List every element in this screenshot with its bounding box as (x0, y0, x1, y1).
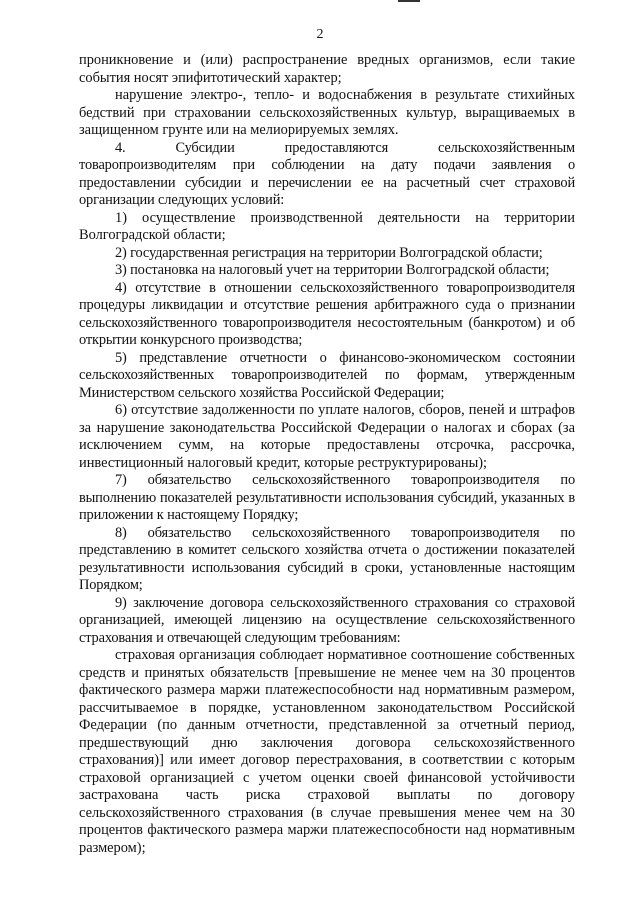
paragraph-utilities: нарушение электро-, тепло- и водоснабжения в результате стихийных бедствий при страховании сельскохозяйственных культур, выращиваемых в защищенном грунте или на мелиорируемых землях. (79, 87, 575, 138)
list-item-4: 4) отсутствие в отношении сельскохозяйственного товаропроизводителя процедуры ликвидации и отсутствие решения арбитражного суда о признании сельскохозяйственного товаропроизводителя несостоятельным (банкротом) и об открытии конкурсного производства; (79, 279, 575, 348)
paragraph-subsidy-conditions: 4. Субсидии предоставляются сельскохозяйственным товаропроизводителям при соблюдении на дату подачи заявления о предоставлении субсидии и перечислении ее на расчетный счет страховой организации следующих условий: (79, 139, 575, 208)
list-item-2: 2) государственная регистрация на территории Волгоградской области; (115, 244, 543, 261)
scan-corner-mark (398, 0, 420, 2)
page-number: 2 (316, 27, 324, 42)
document-body (79, 52, 575, 857)
paragraph-pests: проникновение и (или) распространение вредных организмов, если такие события носят эпифитотический характер; (79, 52, 575, 86)
list-item-6: 6) отсутствие задолженности по уплате налогов, сборов, пеней и штрафов за нарушение законодательства Российской Федерации о налогах и сборах (за исключением сумм, на которые предоставлены отсрочка, рассрочка, инвестиционный налоговый кредит, которые реструктурированы); (79, 402, 575, 471)
list-item-8: 8) обязательство сельскохозяйственного товаропроизводителя по представлению в комитет сельского хозяйства отчета о достижении показателей результативности использования субсидий в сроки, установленные настоящим Порядком; (79, 524, 575, 593)
list-item-1: 1) осуществление производственной деятельности на территории Волгоградской области; (79, 209, 575, 243)
paragraph-insurer-requirements: страховая организация соблюдает нормативное соотношение собственных средств и принятых обязательств [превышение не менее чем на 30 процентов фактического размера маржи платежеспособности над нормативным размером, рассчитываемое в порядке, установленном законодательством Российской Федерации (по данным отчетности, представленной за отчетный период, предшествующий дню заключения договора сельскохозяйственного страхования)] или имеет договор перестрахования, в соответствии с которым страховой организацией с учетом оценки своей финансовой устойчивости застрахована часть риска страховой выплаты по договору сельскохозяйственного страхования (в случае превышения менее чем на 30 процентов фактического размера маржи платежеспособности над нормативным размером); (79, 647, 575, 856)
list-item-9: 9) заключение договора сельскохозяйственного страхования со страховой организацией, имеющей лицензию на осуществление сельскохозяйственного страхования и отвечающей следующим требованиям: (79, 594, 575, 646)
list-item-3: 3) постановка на налоговый учет на территории Волгоградской области; (115, 262, 550, 278)
list-item-5: 5) представление отчетности о финансово-экономическом состоянии сельскохозяйственных товаропроизводителей по формам, утвержденным Министерством сельского хозяйства Российской Федерации; (79, 349, 575, 401)
list-item-7: 7) обязательство сельскохозяйственного товаропроизводителя по выполнению показателей результативности использования субсидий, указанных в приложении к настоящему Порядку; (79, 472, 575, 523)
